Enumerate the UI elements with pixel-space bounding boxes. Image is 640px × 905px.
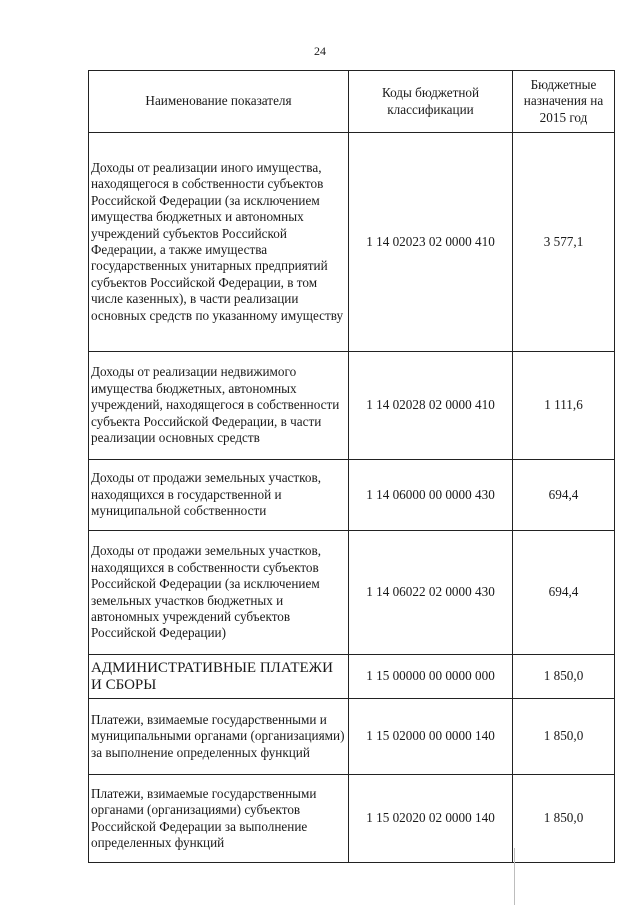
page-number: 24 <box>314 44 326 58</box>
table-row <box>89 699 615 775</box>
row-code: 1 15 02000 00 0000 140 <box>349 699 513 775</box>
header-budget-codes: Коды бюджетной классификации <box>349 71 513 133</box>
table-row <box>89 531 615 655</box>
row-name: Доходы от продажи земельных участков, находящихся в государственной и муниципальной собственности <box>89 460 349 531</box>
row-code: 1 14 02028 02 0000 410 <box>349 352 513 460</box>
table-row-section <box>89 655 615 699</box>
row-amount: 1 111,6 <box>513 352 615 460</box>
row-code: 1 15 02020 02 0000 140 <box>349 775 513 863</box>
table-row <box>89 352 615 460</box>
row-code: 1 15 00000 00 0000 000 <box>349 655 513 699</box>
row-amount: 1 850,0 <box>513 655 615 699</box>
row-amount: 1 850,0 <box>513 775 615 863</box>
header-budget-allocations: Бюджетные назначения на 2015 год <box>513 71 615 133</box>
row-name: Доходы от реализации недвижимого имущества бюджетных, автономных учреждений, находящегося в собственности субъекта Российской Федерации, в части реализации основных средств <box>89 352 349 460</box>
row-amount: 694,4 <box>513 460 615 531</box>
row-amount: 1 850,0 <box>513 699 615 775</box>
table-row <box>89 133 615 352</box>
row-name: Доходы от продажи земельных участков, находящихся в собственности субъектов Российской Федерации (за исключением земельных участков бюджетных и автономных учреждений субъектов Российской Федерации) <box>89 531 349 655</box>
budget-table <box>88 70 615 863</box>
row-code: 1 14 06022 02 0000 430 <box>349 531 513 655</box>
row-code: 1 14 02023 02 0000 410 <box>349 133 513 352</box>
header-indicator-name: Наименование показателя <box>89 71 349 133</box>
row-amount: 3 577,1 <box>513 133 615 352</box>
table-row <box>89 775 615 863</box>
row-name: Платежи, взимаемые государственными и муниципальными органами (организациями) за выполнение определенных функций <box>89 699 349 775</box>
row-amount: 694,4 <box>513 531 615 655</box>
row-code: 1 14 06000 00 0000 430 <box>349 460 513 531</box>
row-name: Доходы от реализации иного имущества, находящегося в собственности субъектов Российской Федерации (за исключением имущества бюджетных и автономных учреждений субъектов Российской Федерации, а также имущества государственных унитарных предприятий субъектов Российской Федерации, в том числе казенных), в части реализации основных средств по указанному имуществу <box>89 133 349 352</box>
row-name: Платежи, взимаемые государственными органами (организациями) субъектов Российской Федерации за выполнение определенных функций <box>89 775 349 863</box>
table-row <box>89 460 615 531</box>
table-header-row <box>89 71 615 133</box>
section-name: АДМИНИСТРАТИВНЫЕ ПЛАТЕЖИ И СБОРЫ <box>89 655 349 699</box>
scan-artifact-line <box>514 848 515 905</box>
